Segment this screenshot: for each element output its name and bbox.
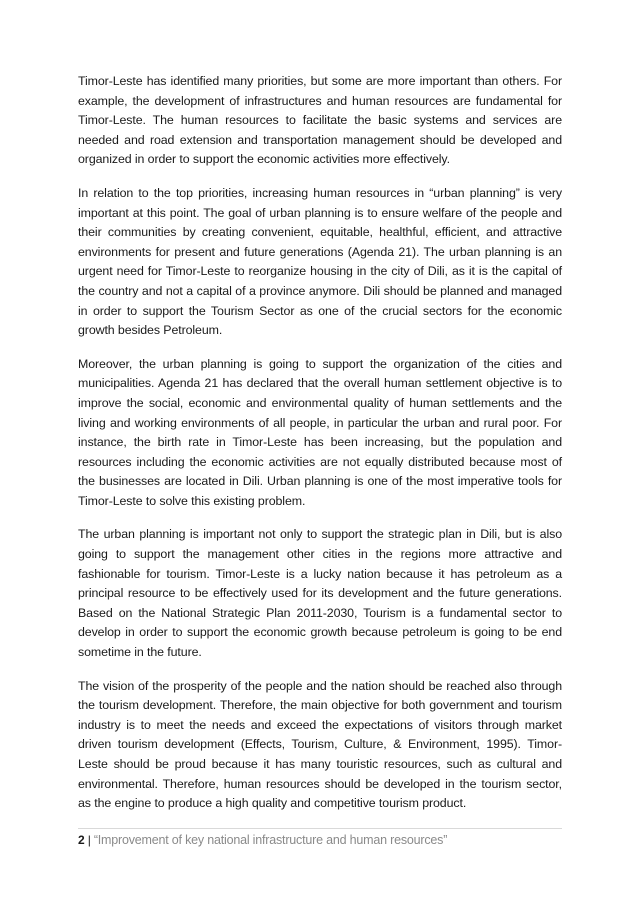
page-number: 2	[78, 833, 85, 847]
paragraph-priorities: Timor-Leste has identified many priorities, but some are more important than others. For example, the development of infrastructures and human resources are fundamental for Timor-Leste. The human resources to facilitate the basic systems and services are needed and road extension and transportation management should be developed and organized in order to support the economic activities more effectively.	[78, 74, 562, 167]
footer-title: “Improvement of key national infrastructure and human resources”	[93, 833, 448, 847]
footer-separator: |	[87, 833, 91, 847]
paragraph-tourism-vision: The vision of the prosperity of the people and the nation should be reached also through the tourism development. Therefore, the main objective for both government and tourism industry is to meet the needs and exceed the expectations of visitors through market driven tourism development (Effects, Tourism, Culture, & Environment, 1995). Timor-Leste should be proud because it has many touristic resources, such as cultural and environmental. Therefore, human resources should be developed in the tourism sector, as the engine to produce a high quality and competitive tourism product.	[78, 678, 562, 811]
paragraph-strategic-plan: The urban planning is important not only to support the strategic plan in Dili, but is also going to support the management other cities in the regions more attractive and fashionable for tourism. Timor-Leste is a lucky nation because it has petroleum as a principal resource to be effectively used for its development and the future generations. Based on the National Strategic Plan 2011-2030, Tourism is a fundamental sector to develop in order to support the economic growth because petroleum is going to be end sometime in the future.	[78, 527, 562, 660]
page-footer	[78, 828, 562, 848]
paragraph-municipalities: Moreover, the urban planning is going to support the organization of the cities and municipalities. Agenda 21 has declared that the overall human settlement objective is to improve the social, economic and environmental quality of human settlements and the living and working environments of all people, in particular the urban and rural poor. For instance, the birth rate in Timor-Leste has been increasing, but the population and resources including the economic activities are not equally distributed because most of the businesses are located in Dili. Urban planning is one of the most imperative tools for Timor-Leste to solve this existing problem.	[78, 356, 562, 508]
paragraph-urban-planning-priority: In relation to the top priorities, increasing human resources in “urban planning” is very important at this point. The goal of urban planning is to ensure welfare of the people and their communities by creating convenient, equitable, healthful, efficient, and attractive environments for present and future generations (Agenda 21). The urban planning is an urgent need for Timor-Leste to reorganize housing in the city of Dili, as it is the capital of the country and not a capital of a province anymore. Dili should be planned and managed in order to support the Tourism Sector as one of the crucial sectors for the economic growth besides Petroleum.	[78, 185, 562, 338]
document-body	[78, 72, 562, 828]
